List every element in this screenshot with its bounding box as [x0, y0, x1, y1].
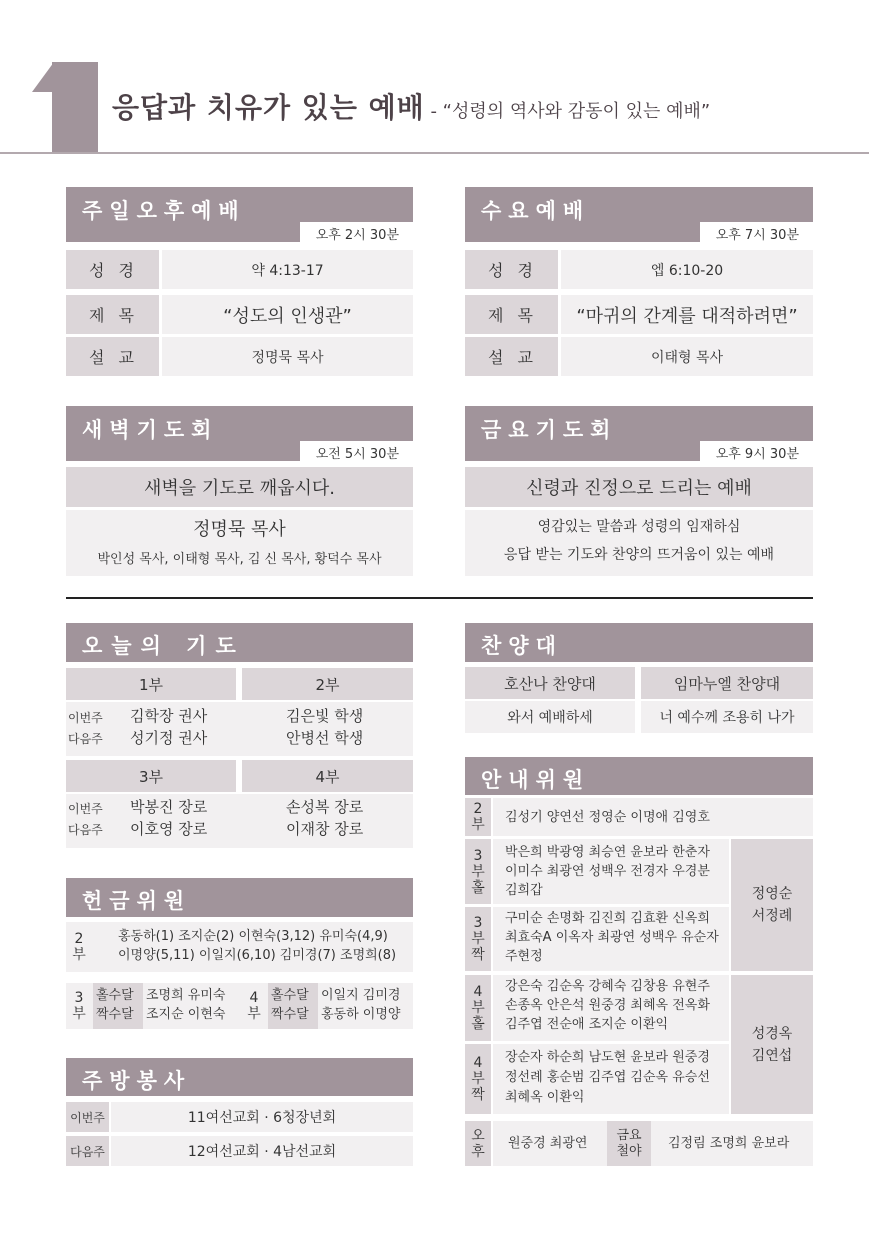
wednesday-row-preacher [465, 337, 813, 376]
prayer-header [66, 623, 413, 662]
dawn-prayer-time: 오전 5시 30분 [300, 441, 413, 461]
wednesday-service-time: 오후 7시 30분 [700, 222, 813, 242]
offering-part-3-odd-names: 조명희 유미숙 [146, 988, 226, 1003]
ushers-part-3-leaders [731, 839, 813, 971]
ushers-part-3-even-label: 3 부 짝 [465, 907, 491, 971]
prayer-part-1: 1부 [66, 668, 236, 700]
sunday-service-time: 오후 2시 30분 [300, 222, 413, 242]
sunday-row-topic [66, 295, 413, 334]
section-number-block [52, 62, 98, 154]
dawn-prayer-title: 새벽기도회 [82, 418, 219, 442]
row-label: 성경 [465, 250, 558, 289]
offering-part-2-label: 2 부 [72, 931, 86, 963]
choir-song-2: 너 예수께 조용히 나가 [641, 701, 813, 733]
offering-part-4-even-label: 짝수달 [271, 1007, 309, 1022]
kitchen-this-week-label: 이번주 [66, 1102, 109, 1132]
kitchen-next-week-value: 12여선교회 · 4남선교회 [111, 1136, 413, 1166]
offering-part-4-odd-names: 이일지 김미경 [321, 988, 401, 1003]
prayer-part-1-this: 김학장 권사 [130, 707, 208, 725]
ushers-part-3-even-line-3: 주현정 [505, 949, 543, 964]
next-week-label: 다음주 [68, 823, 103, 837]
prayer-title: 오늘의 기도 [82, 634, 245, 658]
friday-description-2: 응답 받는 기도와 찬양의 뜨거움이 있는 예배 [503, 547, 775, 563]
ushers-part-4-even-line-3: 최혜옥 이환익 [505, 1090, 585, 1105]
dawn-motto: 새벽을 기도로 깨웁시다. [66, 467, 413, 507]
offering-part-3-label: 3 부 [72, 990, 86, 1022]
choir-group-2: 임마누엘 찬양대 [641, 667, 813, 699]
ushers-friday-label: 금요 철야 [607, 1121, 651, 1166]
title-text: 응답과 치유가 있는 예배 [112, 91, 425, 124]
dawn-prayer-header [66, 406, 413, 461]
offering-part-4-even-names: 홍동하 이명양 [321, 1007, 401, 1022]
offering-part-4-label: 4 부 [247, 990, 261, 1022]
sunday-service-header [66, 187, 413, 242]
wednesday-service-header [465, 187, 813, 242]
wednesday-row-scripture [465, 250, 813, 289]
sunday-row-preacher [66, 337, 413, 376]
this-week-label: 이번주 [68, 711, 103, 725]
choir-song-1: 와서 예배하세 [465, 701, 635, 733]
ushers-part-3-odd-line-3: 김희갑 [505, 883, 543, 898]
sunday-service-title: 주일오후예배 [82, 199, 246, 223]
ushers-part-2-names: 김성기 양연선 정영순 이명애 김영호 [505, 810, 710, 825]
offering-part-2-line-2: 이명양(5,11) 이일지(6,10) 김미경(7) 조명희(8) [118, 948, 397, 963]
ushers-part-3-odd-label: 3 부 홀 [465, 839, 491, 904]
friday-prayer-title: 금요기도회 [481, 418, 618, 442]
leader-name: 김연섭 [751, 1047, 793, 1064]
ushers-title: 안내위원 [481, 768, 591, 792]
row-value: 이태형 목사 [561, 337, 813, 376]
prayer-part-2: 2부 [242, 668, 413, 700]
prayer-part-2-next: 안병선 학생 [286, 729, 364, 747]
friday-description-1: 영감있는 말씀과 성령의 임재하심 [537, 519, 741, 535]
row-label: 설교 [465, 337, 558, 376]
ushers-part-4-odd-line-2: 손종옥 안은석 원중경 최혜옥 전옥화 [505, 998, 710, 1013]
this-week-label: 이번주 [68, 802, 103, 816]
ushers-part-4-leaders [731, 975, 813, 1114]
kitchen-header [66, 1058, 413, 1096]
friday-prayer-time: 오후 9시 30분 [700, 441, 813, 461]
prayer-part-1-next: 성기정 권사 [130, 729, 208, 747]
choir-group-1: 호산나 찬양대 [465, 667, 635, 699]
leader-name: 서정례 [751, 908, 793, 924]
prayer-part-3-next: 이호영 장로 [130, 820, 208, 838]
prayer-part-2-this: 김은빛 학생 [286, 707, 364, 725]
offering-title: 헌금위원 [82, 889, 192, 913]
leader-name: 성경옥 [751, 1025, 793, 1042]
ushers-part-2-label: 2 부 [465, 798, 491, 836]
kitchen-next-week-label: 다음주 [66, 1136, 109, 1166]
row-value: 엡 6:10-20 [561, 250, 813, 289]
row-value: 약 4:13-17 [162, 250, 413, 289]
row-label: 설교 [66, 337, 159, 376]
ushers-part-3-even-line-1: 구미순 손명화 김진희 김효환 신옥희 [505, 911, 710, 926]
ushers-part-4-odd-line-3: 김주엽 전순애 조지순 이환익 [505, 1017, 669, 1032]
row-label: 제목 [465, 295, 558, 334]
prayer-part-3-this: 박봉진 장로 [130, 798, 208, 816]
header-divider [0, 152, 869, 154]
offering-part-3-even-label: 짝수달 [96, 1007, 134, 1022]
ushers-header [465, 757, 813, 795]
dawn-leader: 정명묵 목사 [193, 519, 286, 540]
friday-prayer-header [465, 406, 813, 461]
choir-header [465, 623, 813, 662]
offering-part-2-line-1: 홍동하(1) 조지순(2) 이현숙(3,12) 유미숙(4,9) [118, 929, 388, 944]
ushers-friday-names: 김정림 조명희 윤보라 [668, 1136, 790, 1151]
row-value: “마귀의 간계를 대적하려면” [561, 295, 813, 334]
ushers-part-4-even-label: 4 부 짝 [465, 1044, 491, 1114]
row-value: “성도의 인생관” [162, 295, 413, 334]
row-value: 정명묵 목사 [162, 337, 413, 376]
page-title [112, 86, 710, 126]
ushers-afternoon-label: 오 후 [465, 1121, 491, 1166]
ushers-part-4-odd-label: 4 부 홀 [465, 975, 491, 1041]
offering-header [66, 878, 413, 917]
offering-part-3-odd-label: 홀수달 [96, 988, 134, 1003]
friday-motto: 신령과 진정으로 드리는 예배 [465, 467, 813, 507]
ushers-part-3-even-line-2: 최효숙A 이옥자 최광연 성백우 유순자 [505, 930, 719, 945]
prayer-part-4: 4부 [242, 760, 413, 792]
prayer-part-4-next: 이재창 장로 [286, 820, 364, 838]
wednesday-service-title: 수요예배 [481, 199, 591, 223]
kitchen-title: 주방봉사 [82, 1069, 192, 1093]
sunday-row-scripture [66, 250, 413, 289]
dawn-assistants: 박인성 목사, 이태형 목사, 김 신 목사, 황덕수 목사 [97, 551, 382, 567]
next-week-label: 다음주 [68, 732, 103, 746]
prayer-part-4-this: 손성복 장로 [286, 798, 364, 816]
choir-title: 찬양대 [481, 634, 563, 658]
ushers-part-4-even-line-1: 장순자 하순희 남도현 윤보라 원중경 [505, 1050, 710, 1065]
kitchen-this-week-value: 11여선교회 · 6청장년회 [111, 1102, 413, 1132]
offering-part-3-even-names: 조지순 이현숙 [146, 1007, 226, 1022]
section-divider [66, 597, 813, 599]
ushers-part-4-even-line-2: 정선례 홍순범 김주엽 김순옥 유승선 [505, 1070, 710, 1085]
row-label: 성경 [66, 250, 159, 289]
page-subtitle: - “성령의 역사와 감동이 있는 예배” [424, 101, 711, 122]
ushers-part-3-odd-line-2: 이미수 최광연 성백우 전경자 우경분 [505, 864, 710, 879]
leader-name: 정영순 [751, 886, 793, 902]
ushers-afternoon-names: 원중경 최광연 [508, 1136, 588, 1151]
ushers-part-3-odd-line-1: 박은희 박광영 최승연 윤보라 한춘자 [505, 845, 710, 860]
prayer-part-3: 3부 [66, 760, 236, 792]
ushers-part-4-odd-line-1: 강은숙 김순옥 강혜숙 김창용 유현주 [505, 979, 710, 994]
wednesday-row-topic [465, 295, 813, 334]
offering-part-4-odd-label: 홀수달 [271, 988, 309, 1003]
row-label: 제목 [66, 295, 159, 334]
